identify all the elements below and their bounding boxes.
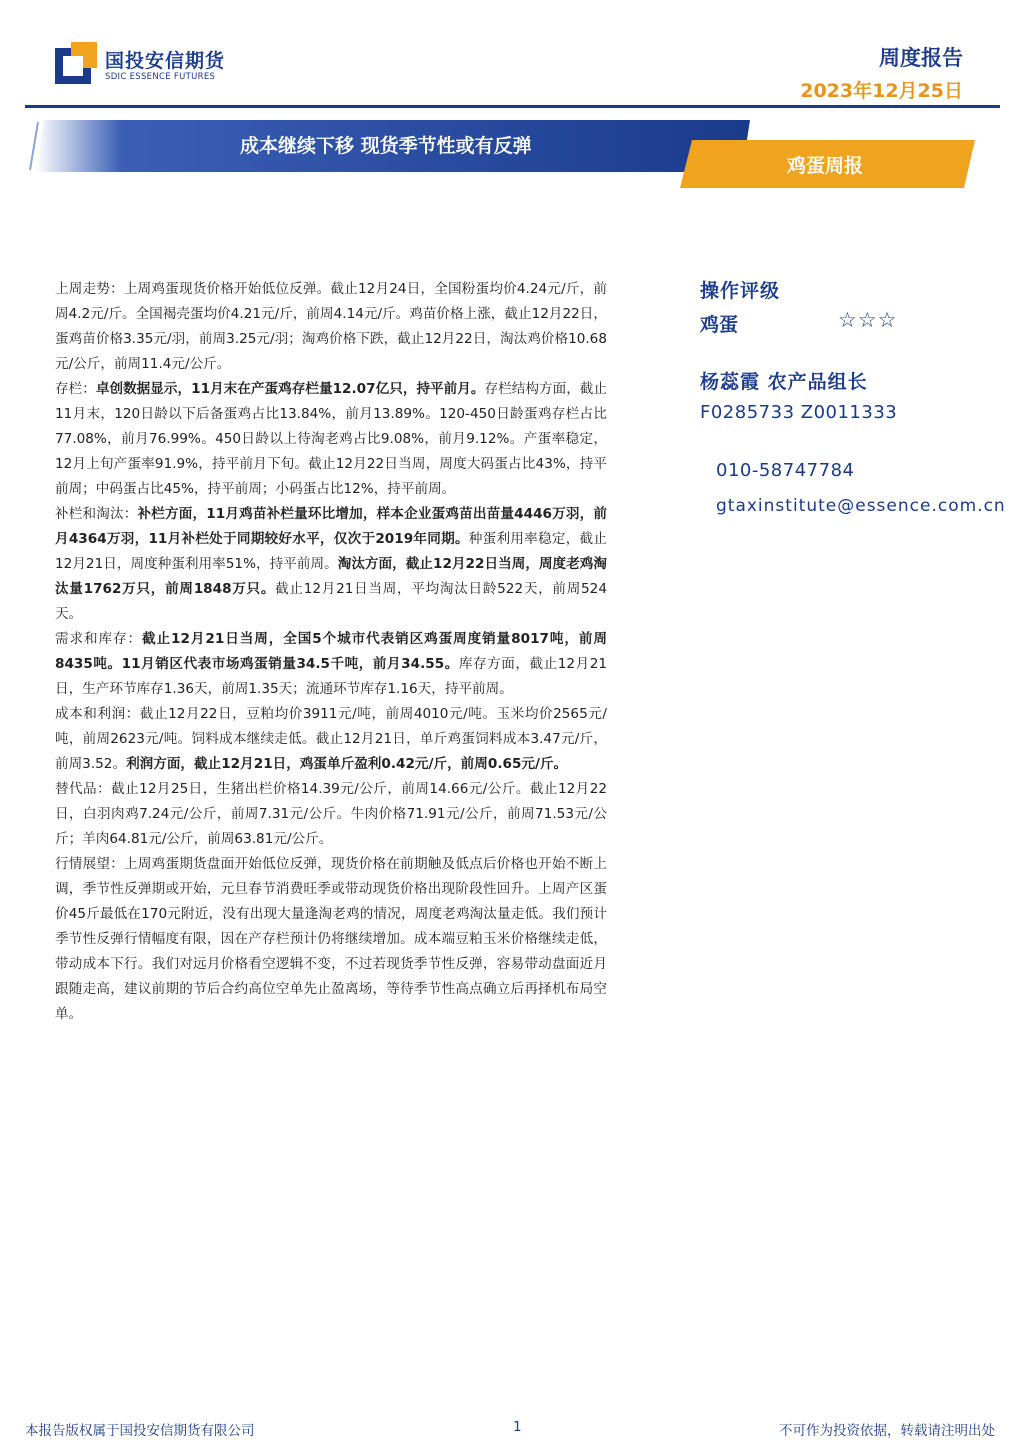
report-date: 2023年12月25日: [800, 80, 963, 102]
contact-email[interactable]: gtaxinstitute@essence.com.cn: [716, 496, 1006, 516]
report-body: [55, 277, 607, 1027]
paragraph-demand-stock: 需求和库存：截止12月21日当周，全国5个城市代表销区鸡蛋周度销量8017吨，前周8435吨。11月销区代表市场鸡蛋销量34.5千吨，前月34.55。库存方面，截止12月21日，生产环节库存1.36天，前周1.35天；流通环节库存1.16天，持平前周。: [55, 631, 608, 697]
paragraph-substitutes: 替代品：截止12月25日，生猪出栏价格14.39元/公斤，前周14.66元/公斤。截止12月22日，白羽肉鸡7.24元/公斤，前周7.31元/公斤。牛肉价格71.91元/公斤，前周71.53元/公斤；羊肉64.81元/公斤，前周63.81元/公斤。: [55, 781, 608, 847]
report-category: 鸡蛋周报: [787, 155, 864, 177]
paragraph-cost-profit: 成本和利润：截止12月22日，豆粕均价3911元/吨，前周4010元/吨。玉米均价2565元/吨，前周2623元/吨。饲料成本继续走低。截止12月21日，单斤鸡蛋饲料成本3.47元/斤，前周3.52。利润方面，截止12月21日，鸡蛋单斤盈利0.42元/斤，前周0.65元/斤。: [55, 706, 608, 772]
footer-copyright: 本报告版权属于国投安信期货有限公司: [25, 1423, 255, 1439]
paragraph-weekly-trend: 上周走势：上周鸡蛋现货价格开始低位反弹。截止12月24日，全国粉蛋均价4.24元/斤，前周4.2元/斤。全国褐壳蛋均价4.21元/斤，前周4.14元/斤。鸡苗价格上涨，截止12月22日，蛋鸡苗价格3.35元/羽，前周3.25元/羽；淘鸡价格下跌，截止12月22日，淘汰鸡价格10.68元/公斤，前周11.4元/公斤。: [55, 281, 607, 372]
contact-phone: 010-58747784: [716, 460, 855, 481]
logo-mark-icon: [55, 42, 97, 84]
rating-stars-icon: ☆☆☆: [838, 308, 898, 332]
paragraph-outlook: 行情展望：上周鸡蛋期货盘面开始低位反弹，现货价格在前期触及低点后价格也开始不断上调，季节性反弹期或开始，元旦春节消费旺季或带动现货价格出现阶段性回升。上周产区蛋价45斤最低在170元附近，没有出现大量逢淘老鸡的情况，周度老鸡淘汰量走低。我们预计季节性反弹行情幅度有限，因在产存栏预计仍将继续增加。成本端豆粕玉米价格继续走低，带动成本下行。我们对远月价格看空逻辑不变，不过若现货季节性反弹，容易带动盘面近月跟随走高，建议前期的节后合约高位空单先止盈离场，等待季节性高点确立后再择机布局空单。: [55, 856, 608, 1022]
logo-name-cn: 国投安信期货: [105, 50, 226, 72]
page-number: 1: [513, 1419, 522, 1435]
logo-name-en: SDIC ESSENCE FUTURES: [105, 72, 216, 82]
rating-title: 操作评级: [700, 280, 781, 302]
header-divider: [25, 105, 1000, 108]
paragraph-restock-cull: 补栏和淘汰：补栏方面，11月鸡苗补栏量环比增加，样本企业蛋鸡苗出苗量4446万羽，前月4364万羽，11月补栏处于同期较好水平，仅次于2019年同期。种蛋利用率稳定，截止12月21日，周度种蛋利用率51%，持平前周。淘汰方面，截止12月22日当周，周度老鸡淘汰量1762万只，前周1848万只。截止12月21日当周，平均淘汰日龄522天，前周524天。: [55, 506, 607, 622]
company-logo: [55, 42, 235, 86]
report-title: 成本继续下移 现货季节性或有反弹: [240, 135, 532, 157]
author-name: 杨蕊霞 农产品组长: [700, 371, 868, 393]
paragraph-inventory: 存栏：卓创数据显示，11月末在产蛋鸡存栏量12.07亿只，持平前月。存栏结构方面，截止11月末，120日龄以下后备蛋鸡占比13.84%，前月13.89%。120-450日龄蛋鸡存栏占比77.08%，前月76.99%。450日龄以上待淘老鸡占比9.08%，前月9.12%。产蛋率稳定，12月上旬产蛋率91.9%，持平前月下旬。截止12月22日当周，周度大码蛋占比43%，持平前周；中码蛋占比45%，持平前周；小码蛋占比12%，持平前周。: [55, 381, 608, 497]
rating-item: 鸡蛋: [700, 314, 739, 336]
footer-disclaimer: 不可作为投资依据，转载请注明出处: [779, 1423, 995, 1439]
report-type: 周度报告: [879, 46, 963, 70]
author-license: F0285733 Z0011333: [700, 402, 898, 423]
